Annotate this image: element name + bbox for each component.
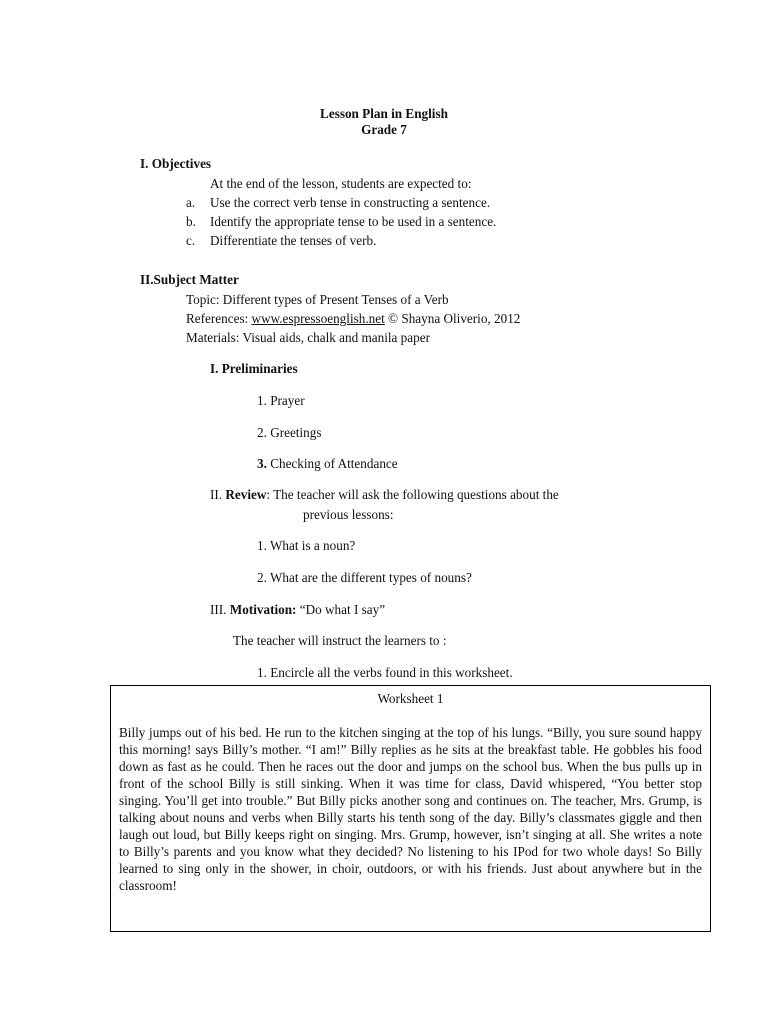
objectives-intro: At the end of the lesson, students are expected to: xyxy=(210,176,472,191)
preliminary-num: 3. xyxy=(257,456,267,471)
review-continuation: previous lessons: xyxy=(303,507,394,522)
review-question-2: 2. What are the different types of nouns? xyxy=(257,570,472,585)
review-question-1: 1. What is a noun? xyxy=(257,538,356,553)
references-line xyxy=(186,311,520,327)
lesson-plan-title: Lesson Plan in English xyxy=(320,106,448,121)
worksheet-box xyxy=(110,685,711,932)
motivation-line xyxy=(210,602,385,618)
preliminary-item-prayer xyxy=(257,393,305,409)
preliminaries-heading: I. Preliminaries xyxy=(210,361,298,376)
preliminary-num: 2. xyxy=(257,425,267,440)
preliminary-text: Prayer xyxy=(266,393,305,408)
worksheet-text: Billy jumps out of his bed. He run to the kitchen singing at the top of his lungs. “Billy, you sure sound happy this morning! says Billy’s mother. “I am!” Billy replies as he sits at the breakfast table. He gobbles his food down as fast as he could. Then he races out the door and jumps on the school bus. When the bus pulls up in front of the school Billy is still sinking. When it was time for class, David whispered, “You better stop singing. You’ll get into trouble.” But Billy picks another song and continues on. The teacher, Mrs. Grump, is talking about nouns and verbs when Billy starts his tenth song of the day. Billy’s classmates giggle and then laugh out loud, but Billy keeps right on singing. Mrs. Grump, however, isn’t singing at all. She writes a note to Billy’s parents and you know what they decided? No listening to his IPod for two whole days! So Billy learned to sing only in the shower, in choir, outdoors, or with his friends. Just about anywhere but in the classroom! xyxy=(119,725,702,893)
objective-item-c: Differentiate the tenses of verb. xyxy=(210,233,377,248)
objective-marker-b: b. xyxy=(186,214,196,229)
preliminary-item-attendance xyxy=(257,456,398,472)
objectives-heading: I. Objectives xyxy=(140,156,212,171)
review-line xyxy=(210,487,559,503)
grade-label: Grade 7 xyxy=(361,122,407,137)
motivation-prefix: III. xyxy=(210,602,230,617)
references-link[interactable]: www.espressoenglish.net xyxy=(251,311,385,326)
motivation-task: 1. Encircle all the verbs found in this worksheet. xyxy=(257,665,513,680)
subject-matter-heading: II.Subject Matter xyxy=(140,272,239,287)
review-text: : The teacher will ask the following questions about the xyxy=(266,487,559,502)
materials-line: Materials: Visual aids, chalk and manila paper xyxy=(186,330,430,345)
motivation-instruction: The teacher will instruct the learners to : xyxy=(233,633,447,648)
objective-marker-a: a. xyxy=(186,195,196,210)
references-label: References: xyxy=(186,311,252,326)
preliminary-num: 1. xyxy=(257,393,267,408)
references-rest: © Shayna Oliverio, 2012 xyxy=(384,311,521,326)
objective-marker-c: c. xyxy=(186,233,196,248)
review-prefix: II. xyxy=(210,487,226,502)
motivation-text: “Do what I say” xyxy=(296,602,386,617)
preliminary-item-greetings xyxy=(257,425,321,441)
objective-item-a: Use the correct verb tense in constructing a sentence. xyxy=(210,195,491,210)
topic-line: Topic: Different types of Present Tenses of a Verb xyxy=(186,292,449,307)
motivation-label: Motivation: xyxy=(229,602,297,617)
preliminary-text: Checking of Attendance xyxy=(266,456,398,471)
review-label: Review xyxy=(225,487,267,502)
preliminary-text: Greetings xyxy=(266,425,322,440)
objective-item-b: Identify the appropriate tense to be used in a sentence. xyxy=(210,214,497,229)
worksheet-title: Worksheet 1 xyxy=(377,691,444,706)
